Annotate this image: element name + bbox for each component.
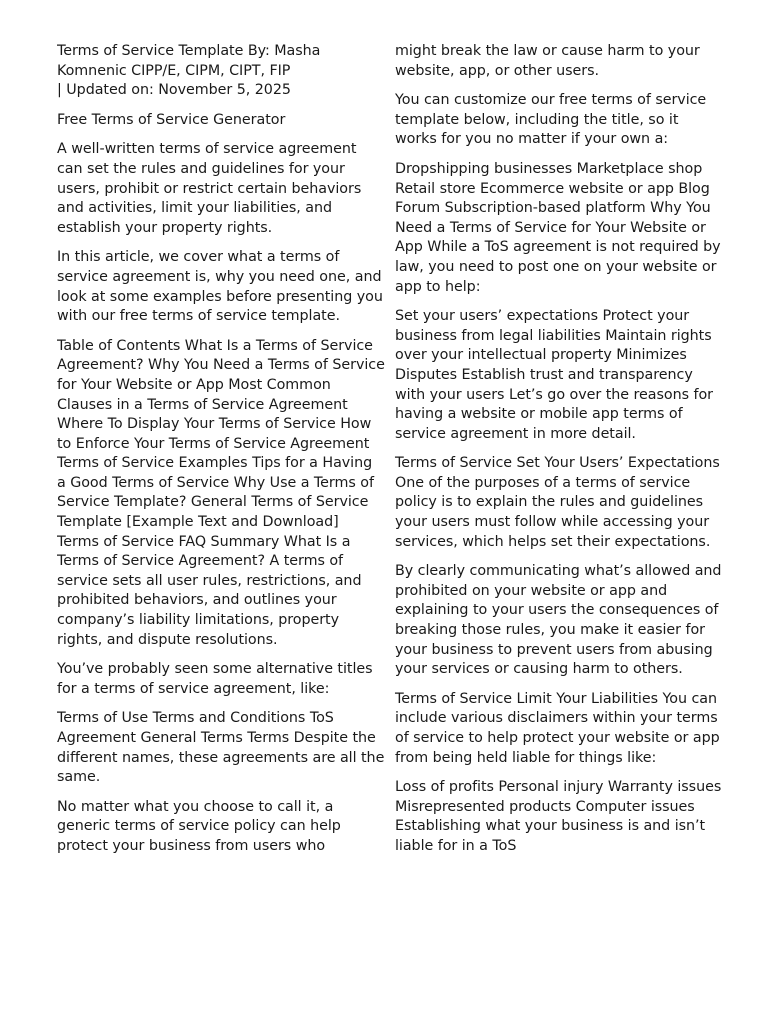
paragraph: You can customize our free terms of service template below, including the title, so it works for you no matter if your own a: (395, 92, 707, 148)
paragraph: You’ve probably seen some alternative titles for a terms of service agreement, like: (57, 661, 373, 697)
paragraph: Dropshipping businesses Marketplace shop Retail store Ecommerce website or app Blog Forum Subscription-based platform Why You Need a Terms of Service for Your Website or App While a ToS agreement is not required by law, you need to post one on your website or app to help: (395, 160, 721, 295)
paragraph: Set your users’ expectations Protect your business from legal liabilities Maintain rights over your intellectual property Minimizes Disputes Establish trust and transparency with your users Let’s go over the reasons for having a website or mobile app terms of service agreement in more detail. (395, 308, 713, 442)
paragraph: In this article, we cover what a terms of service agreement is, why you need one, and look at some examples before presenting you with our free terms of service template. (57, 249, 383, 325)
left-column (57, 42, 385, 867)
paragraph: A well-written terms of service agreement can set the rules and guidelines for your users, prohibit or restrict certain behaviors and activities, limit your liabilities, and establish your property rights. (57, 141, 362, 236)
paragraph: No matter what you choose to call it, a generic terms of service policy can help protect your business from users who (57, 798, 341, 854)
paragraph: might break the law or cause harm to your website, app, or other users. (395, 43, 700, 79)
paragraph: Terms of Service Limit Your Liabilities You can include various disclaimers within your terms of service to help protect your website or app from being held liable for things like: (395, 690, 720, 766)
paragraph: Loss of profits Personal injury Warranty issues Misrepresented products Computer issues Establishing what your business is and isn’t liable for in a ToS (395, 779, 722, 854)
header-author-line: Komnenic CIPP/E, CIPM, CIPT, FIP (57, 62, 291, 79)
paragraph: Terms of Use Terms and Conditions ToS Agreement General Terms Terms Despite the different names, these agreements are all the same. (57, 710, 385, 786)
document-header (57, 42, 385, 101)
header-updated-line: | Updated on: November 5, 2025 (57, 82, 291, 99)
right-column (395, 42, 723, 867)
paragraph: Free Terms of Service Generator (57, 111, 286, 128)
document-page (57, 42, 727, 982)
paragraph: By clearly communicating what’s allowed and prohibited on your website or app and explaining to your users the consequences of breaking those rules, you make it easier for your business to prevent users from abusing your services or causing harm to others. (395, 563, 722, 678)
paragraph: Table of Contents What Is a Terms of Service Agreement? Why You Need a Terms of Service for Your Website or App Most Common Clauses in a Terms of Service Agreement Where To Display Your Terms of Service How to Enforce Your Terms of Service Agreement Terms of Service Examples Tips for a Having a Good Terms of Service Why Use a Terms of Service Template? General Terms of Service Template [Example Text and Download] Terms of Service FAQ Summary What Is a Terms of Service Agreement? A terms of service sets all user rules, restrictions, and prohibited behaviors, and outlines your company’s liability limitations, property rights, and dispute resolutions. (57, 337, 385, 648)
header-title-line: Terms of Service Template By: Masha (57, 43, 321, 59)
paragraph: Terms of Service Set Your Users’ Expectations One of the purposes of a terms of service policy is to explain the rules and guidelines your users must follow while accessing your services, which helps set their expectations. (395, 455, 720, 550)
